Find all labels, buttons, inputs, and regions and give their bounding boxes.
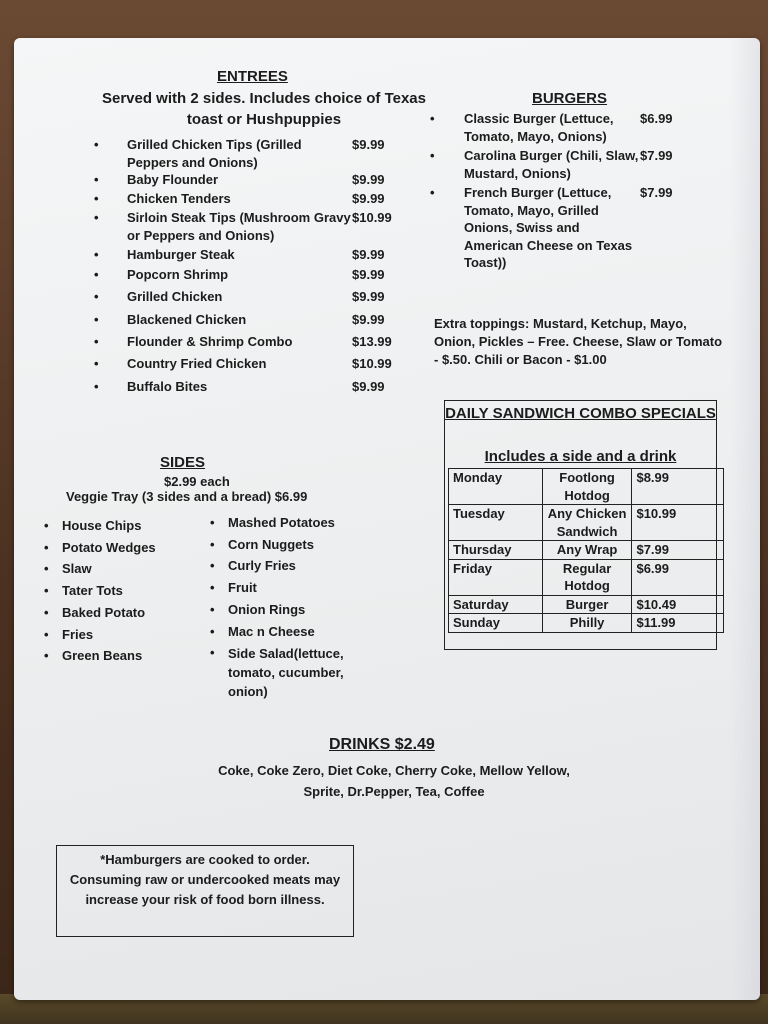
entree-name: Chicken Tenders <box>127 191 231 206</box>
list-item <box>210 555 380 577</box>
side-name: Mac n Cheese <box>228 623 315 639</box>
bullet-icon: • <box>94 210 99 225</box>
bullet-icon: • <box>94 172 99 187</box>
entree-item <box>94 311 424 329</box>
sides-price: $2.99 each <box>164 474 230 489</box>
drinks-title: DRINKS $2.49 <box>329 736 435 753</box>
menu-sheet <box>14 38 760 1000</box>
side-name: Fries <box>62 626 94 642</box>
burger-price: $6.99 <box>640 111 673 126</box>
entree-name: Sirloin Steak Tips (Mushroom Gravy or Peppers and Onions) <box>127 210 351 243</box>
list-item <box>210 512 380 534</box>
entree-price: $9.99 <box>352 312 385 327</box>
table-row <box>449 505 724 541</box>
combo-day: Friday <box>449 559 543 595</box>
list-item <box>210 642 380 701</box>
list-item <box>210 577 380 599</box>
bullet-icon: • <box>94 267 99 282</box>
bullet-icon: • <box>44 626 49 642</box>
combo-day: Saturday <box>449 595 543 614</box>
list-item <box>210 599 380 621</box>
bullet-icon: • <box>94 191 99 206</box>
entree-price: $9.99 <box>352 267 385 282</box>
entree-item <box>94 355 424 373</box>
combo-day: Thursday <box>449 541 543 560</box>
combo-subtitle: Includes a side and a drink <box>484 448 677 465</box>
entree-name: Hamburger Steak <box>127 247 235 262</box>
bullet-icon: • <box>94 334 99 349</box>
side-name: Side Salad(lettuce, tomato, cucumber, onion) <box>228 646 344 700</box>
laminate-glare <box>730 38 760 1000</box>
bullet-icon: • <box>44 648 49 664</box>
bullet-icon: • <box>430 111 435 126</box>
burger-item <box>430 147 730 182</box>
side-name: House Chips <box>62 518 142 533</box>
daily-combo-box <box>444 400 717 650</box>
table-row <box>449 469 724 505</box>
entree-item <box>94 333 424 351</box>
combo-price: $8.99 <box>632 469 724 505</box>
bullet-icon: • <box>210 536 215 552</box>
food-safety-warning: *Hamburgers are cooked to order. Consuming raw or undercooked meats may increase your risk of food born illness. <box>56 845 354 937</box>
table-row <box>449 595 724 614</box>
bullet-icon: • <box>210 601 215 617</box>
bullet-icon: • <box>94 312 99 327</box>
combo-day: Tuesday <box>449 505 543 541</box>
bullet-icon: • <box>94 247 99 262</box>
burger-price: $7.99 <box>640 148 673 163</box>
bullet-icon: • <box>44 539 49 555</box>
combo-day: Monday <box>449 469 543 505</box>
entree-item <box>94 209 424 245</box>
list-item <box>44 624 224 646</box>
drinks-line: Coke, Coke Zero, Diet Coke, Cherry Coke, Mellow Yellow, <box>218 763 570 778</box>
bullet-icon: • <box>210 558 215 574</box>
side-name: Mashed Potatoes <box>228 515 335 530</box>
burger-list <box>430 110 730 274</box>
extra-toppings: Extra toppings: Mustard, Ketchup, Mayo, Onion, Pickles – Free. Cheese, Slaw or Tomato - $.50. Chili or Bacon - $1.00 <box>434 316 723 367</box>
combo-item: Philly <box>542 614 632 633</box>
sides-left-list <box>44 515 224 667</box>
list-item <box>44 580 224 602</box>
drinks-list <box>174 760 614 802</box>
combo-item: Regular Hotdog <box>542 559 632 595</box>
burger-price: $7.99 <box>640 185 673 200</box>
entrees-note: Served with 2 sides. Includes choice of Texas toast or Hushpuppies <box>101 90 426 128</box>
entree-price: $9.99 <box>352 247 385 262</box>
bullet-icon: • <box>210 580 215 596</box>
list-item <box>44 537 224 559</box>
side-name: Tater Tots <box>62 583 123 599</box>
combo-price: $10.99 <box>632 505 724 541</box>
combo-price: $6.99 <box>632 559 724 595</box>
combo-item: Burger <box>542 595 632 614</box>
entree-price: $9.99 <box>352 191 385 206</box>
entree-name: Buffalo Bites <box>127 379 208 394</box>
list-item <box>210 534 380 556</box>
combo-day: Sunday <box>449 614 543 633</box>
burger-item <box>430 110 730 145</box>
side-name: Onion Rings <box>228 601 306 617</box>
combo-price: $11.99 <box>632 614 724 633</box>
bullet-icon: • <box>430 148 435 163</box>
bullet-icon: • <box>94 137 99 152</box>
bullet-icon: • <box>94 356 99 371</box>
bullet-icon: • <box>44 604 49 620</box>
bullet-icon: • <box>210 515 215 530</box>
entree-item <box>94 288 424 306</box>
entree-name: Baby Flounder <box>127 172 219 187</box>
burger-name: Classic Burger (Lettuce, Tomato, Mayo, Onions) <box>464 111 614 144</box>
entree-price: $9.99 <box>352 172 385 187</box>
entree-price: $9.99 <box>352 379 385 394</box>
table-row <box>449 559 724 595</box>
combo-title: DAILY SANDWICH COMBO SPECIALS <box>445 405 716 422</box>
side-name: Fruit <box>228 580 257 596</box>
entree-name: Popcorn Shrimp <box>127 267 229 282</box>
side-name: Curly Fries <box>228 558 296 574</box>
bullet-icon: • <box>94 379 99 394</box>
combo-table <box>448 468 724 633</box>
table-row <box>449 541 724 560</box>
entree-item <box>94 266 424 284</box>
bullet-icon: • <box>430 185 435 200</box>
entree-name: Grilled Chicken Tips (Grilled Peppers and Onions) <box>127 137 302 170</box>
entree-name: Blackened Chicken <box>127 312 247 327</box>
entree-item <box>94 190 424 208</box>
side-name: Green Beans <box>62 648 143 664</box>
bullet-icon: • <box>44 583 49 599</box>
entree-item <box>94 171 424 189</box>
burgers-title: BURGERS <box>532 90 608 107</box>
side-name: Corn Nuggets <box>228 536 314 552</box>
sides-title: SIDES <box>160 454 206 471</box>
table-row <box>449 614 724 633</box>
entree-item <box>94 136 424 172</box>
burger-name: French Burger (Lettuce, Tomato, Mayo, Grilled Onions, Swiss and American Cheese on Texas Toast)) <box>464 185 633 270</box>
entree-price: $10.99 <box>352 210 392 225</box>
burger-name: Carolina Burger (Chili, Slaw, Mustard, Onions) <box>464 148 639 181</box>
entree-price: $13.99 <box>352 334 392 349</box>
list-item <box>44 558 224 580</box>
entree-price: $9.99 <box>352 137 385 152</box>
combo-price: $7.99 <box>632 541 724 560</box>
entree-item <box>94 246 424 264</box>
side-name: Potato Wedges <box>62 539 156 555</box>
side-name: Slaw <box>62 561 92 577</box>
list-item <box>44 602 224 624</box>
bullet-icon: • <box>94 289 99 304</box>
combo-item: Any Chicken Sandwich <box>542 505 632 541</box>
entree-name: Grilled Chicken <box>127 289 223 304</box>
entree-price: $9.99 <box>352 289 385 304</box>
combo-item: Footlong Hotdog <box>542 469 632 505</box>
entree-name: Flounder & Shrimp Combo <box>127 334 293 349</box>
entree-list <box>94 136 424 396</box>
entree-name: Country Fried Chicken <box>127 356 267 371</box>
entree-price: $10.99 <box>352 356 392 371</box>
bullet-icon: • <box>210 623 215 639</box>
list-item <box>44 645 224 667</box>
sides-right-list <box>210 512 380 701</box>
bullet-icon: • <box>44 518 49 533</box>
veggie-tray: Veggie Tray (3 sides and a bread) $6.99 <box>66 489 308 504</box>
entrees-title: ENTREES <box>217 68 288 85</box>
burger-item <box>430 184 730 272</box>
entree-item <box>94 378 424 396</box>
drinks-line: Sprite, Dr.Pepper, Tea, Coffee <box>303 784 485 799</box>
side-name: Baked Potato <box>62 604 146 620</box>
bullet-icon: • <box>210 645 215 661</box>
combo-price: $10.49 <box>632 595 724 614</box>
bullet-icon: • <box>44 561 49 577</box>
combo-item: Any Wrap <box>542 541 632 560</box>
list-item <box>210 621 380 643</box>
list-item <box>44 515 224 537</box>
